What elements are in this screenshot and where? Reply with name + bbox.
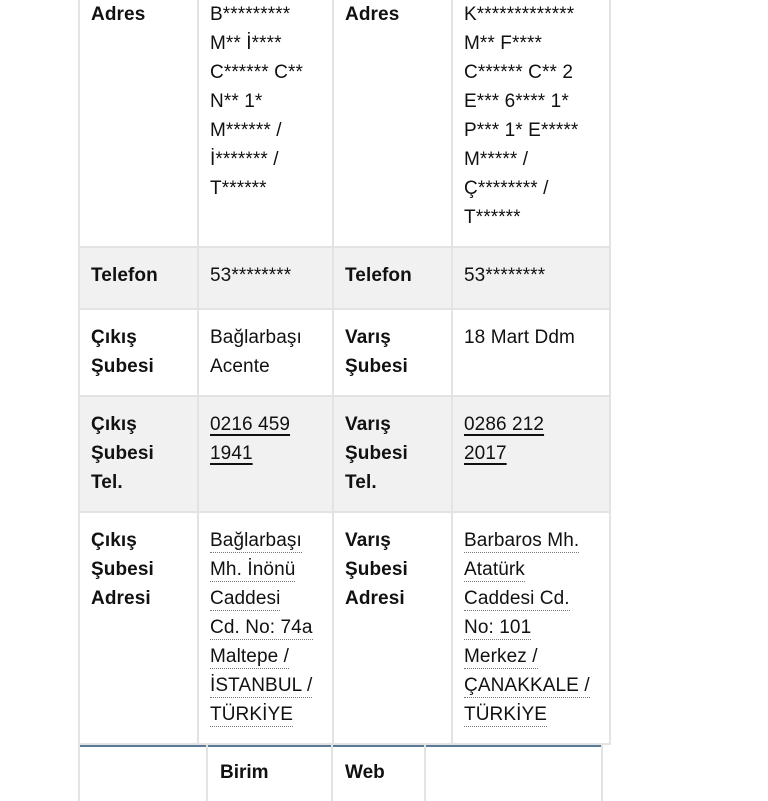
arrival-branch-address-value[interactable]: Barbaros Mh. Atatürk Caddesi Cd. No: 101 Merkez / ÇANAKKALE / TÜRKİYE bbox=[452, 512, 610, 744]
branch-address-row bbox=[79, 512, 610, 744]
sender-receiver-table bbox=[78, 0, 611, 745]
branch-row bbox=[79, 309, 610, 396]
sender-phone-value: 53******** bbox=[198, 247, 333, 309]
next-table-header-cell: Birim bbox=[207, 746, 332, 801]
address-row bbox=[79, 0, 610, 247]
arrival-branch-label: Varış Şubesi bbox=[333, 309, 452, 396]
departure-branch-phone-link[interactable]: 0216 459 1941 bbox=[210, 414, 291, 464]
receiver-phone-label: Telefon bbox=[333, 247, 452, 309]
arrival-branch-phone-label: Varış Şubesi Tel. bbox=[333, 396, 452, 512]
sender-address-value: B********* M** İ**** C****** C** N** 1* M****** / İ******* / T****** bbox=[198, 0, 333, 247]
arrival-branch-value: 18 Mart Ddm bbox=[452, 309, 610, 396]
arrival-branch-phone-value bbox=[452, 396, 610, 512]
sender-phone-label: Telefon bbox=[79, 247, 198, 309]
receiver-phone-value: 53******** bbox=[452, 247, 610, 309]
receiver-address-value: K************* M** F**** C****** C** 2 E*** 6**** 1* P*** 1* E***** M***** / Ç******** / T****** bbox=[452, 0, 610, 247]
next-table bbox=[78, 745, 603, 801]
arrival-branch-address-label: Varış Şubesi Adresi bbox=[333, 512, 452, 744]
sender-address-label: Adres bbox=[79, 0, 198, 247]
departure-branch-phone-value bbox=[198, 396, 333, 512]
departure-branch-address-value[interactable]: Bağlarbaşı Mh. İnönü Caddesi Cd. No: 74a Maltepe / İSTANBUL / TÜRKİYE bbox=[198, 512, 333, 744]
phone-row bbox=[79, 247, 610, 309]
departure-branch-address-label: Çıkış Şubesi Adresi bbox=[79, 512, 198, 744]
departure-branch-value: Bağlarbaşı Acente bbox=[198, 309, 333, 396]
branch-phone-row bbox=[79, 396, 610, 512]
next-table-header-cell bbox=[79, 746, 207, 801]
departure-branch-label: Çıkış Şubesi bbox=[79, 309, 198, 396]
arrival-branch-phone-link[interactable]: 0286 212 2017 bbox=[464, 414, 545, 464]
next-table-header-row bbox=[79, 746, 602, 801]
departure-branch-phone-label: Çıkış Şubesi Tel. bbox=[79, 396, 198, 512]
next-table-header-cell bbox=[425, 746, 602, 801]
receiver-address-label: Adres bbox=[333, 0, 452, 247]
next-table-header-cell: Web bbox=[332, 746, 425, 801]
